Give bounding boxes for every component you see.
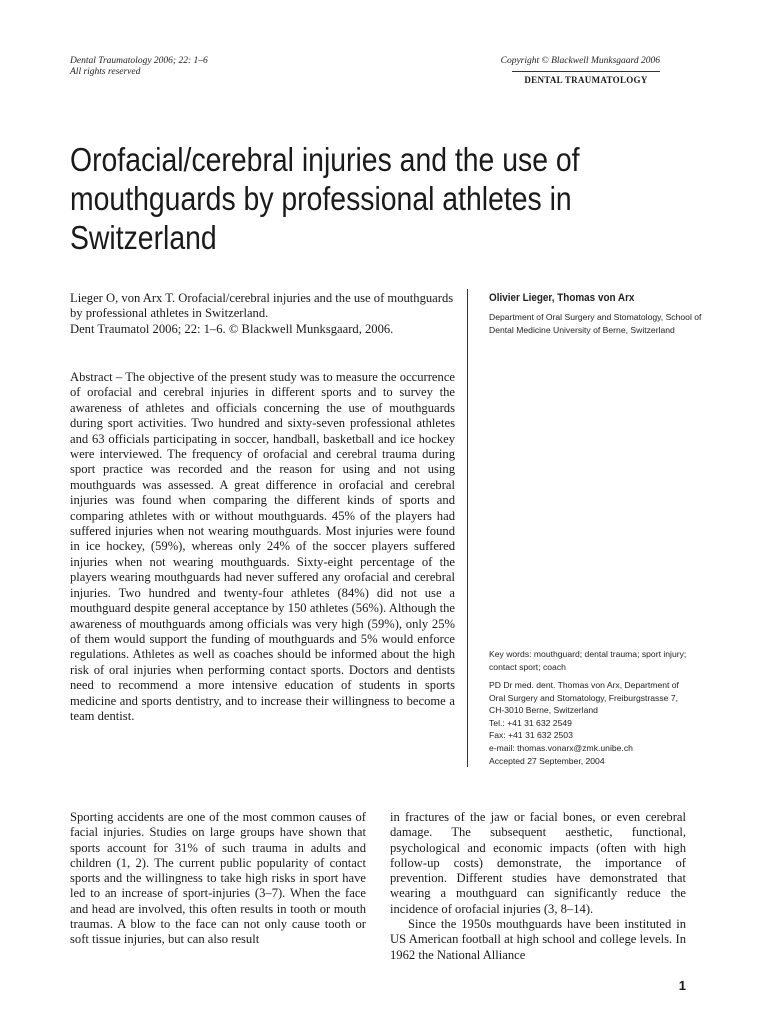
address-line: PD Dr med. dent. Thomas von Arx, Department of [489, 680, 679, 690]
abstract: Abstract – The objective of the present study was to measure the occurrence of orofacial and cerebral injuries in different sports and to survey the awareness of athletes and officials concerning the use of mouthguards during sport activities. Two hundred and sixty-seven professional athletes and 63 officials participating in soccer, handball, basketball and ice hockey were interviewed. The frequency of orofacial and cerebral trauma during sport practice was recorded and the reason for using and not using mouthguards was assessed. A great difference in orofacial and cerebral injuries was found when comparing the different kinds of sports and comparing athletes with or without mouthguards. 45% of the players had suffered injuries when not wearing mouthguards. Most injuries were found in ice hockey, (59%), whereas only 24% of the soccer players suffered injuries when not wearing mouthguards. Sixty-eight percentage of the players wearing mouthguards had never suffered any orofacial and cerebral injuries. Two hundred and twenty-four athletes (84%) did not use a mouthguard despite general acceptance by 150 athletes (56%). Although the awareness of mouthguards among officials was very high (59%), only 25% of them would support the funding of mouthguards and 5% would enforce regulations. Athletes as well as coaches should be informed about the high risk of oral injuries when performing contact sports. Doctors and dentists need to recommend a more intensive education of students in sports medicine and sports dentistry, and to increase their willingness to become a team dentist. [70, 370, 455, 723]
citation-line-2: Dent Traumatol 2006; 22: 1–6. © Blackwell Munksgaard, 2006. [70, 321, 394, 336]
body-paragraph: in fractures of the jaw or facial bones, or even cerebral damage. The subsequent aesthetic, functional, psychological and economic impacts (often with high follow-up costs) demonstrate, the importance of prevention. Different studies have demonstrated that wearing a mouthguard can significantly reduce the incidence of orofacial injuries (3, 8–14). [390, 810, 686, 916]
article-citation [70, 291, 465, 337]
address-line: CH-3010 Berne, Switzerland [489, 705, 598, 715]
citation-line-1: Lieger O, von Arx T. Orofacial/cerebral injuries and the use of mouthguards by professional athletes in Switzerland. [70, 291, 454, 321]
address-line: Fax: +41 31 632 2503 [489, 730, 573, 740]
journal-header-left [70, 56, 208, 78]
body-column-left: Sporting accidents are one of the most common causes of facial injuries. Studies on large groups have shown that sports account for 31% of such trauma in adults and children (1, 2). The current public popularity of contact sports and the willingness to take high risks in sport have led to an increase of sport-injuries (3–7). When the face and head are involved, this often results in tooth or mouth traumas. A blow to the face can not only cause tooth or soft tissue injuries, but can also result [70, 810, 366, 947]
keywords: Key words: mouthguard; dental trauma; sport injury; contact sport; coach [489, 649, 687, 672]
page-number: 1 [678, 978, 686, 993]
email-line: e-mail: thomas.vonarx@zmk.unibe.ch [489, 742, 633, 753]
body-column-right [390, 810, 686, 963]
column-divider [467, 289, 468, 767]
copyright-notice: Copyright © Blackwell Munksgaard 2006 [500, 56, 660, 66]
address-line: Tel.: +41 31 632 2549 [489, 717, 572, 728]
body-paragraph: Since the 1950s mouthguards have been instituted in US American football at high school and college levels. In 1962 the National Alliance [390, 917, 686, 962]
address-line: Oral Surgery and Stomatology, Freiburgstrasse 7, [489, 692, 678, 703]
authors: Olivier Lieger, Thomas von Arx [489, 292, 635, 304]
rights-notice: All rights reserved [70, 67, 141, 77]
article-title: Orofacial/cerebral injuries and the use of mouthguards by professional athletes in Switzerland [70, 141, 580, 256]
correspondence-address [489, 679, 714, 754]
accepted-date: Accepted 27 September, 2004 [489, 756, 605, 766]
journal-citation: Dental Traumatology 2006; 22: 1–6 [70, 56, 208, 66]
journal-name: DENTAL TRAUMATOLOGY [512, 71, 660, 85]
affiliation: Department of Oral Surgery and Stomatology, School of Dental Medicine University of Berne, Switzerland [489, 312, 702, 335]
